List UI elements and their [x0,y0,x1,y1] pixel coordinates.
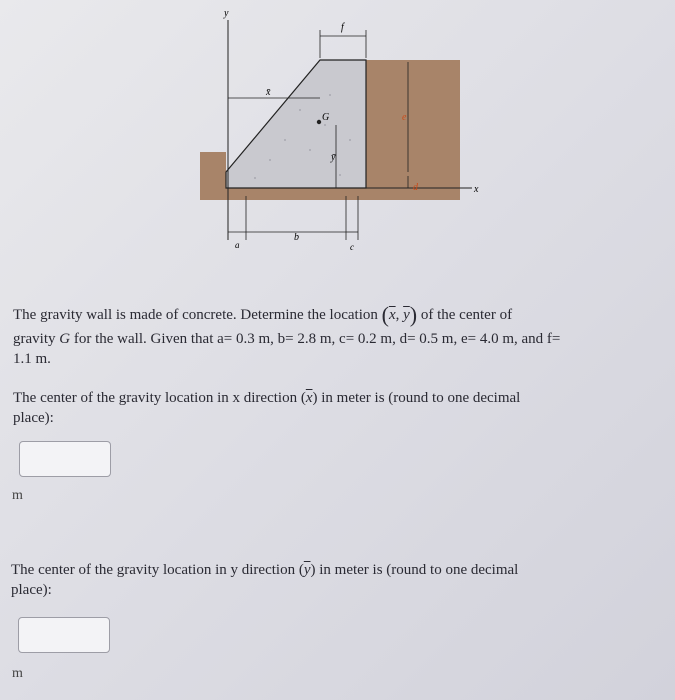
q1-xbar-symbol: $\overline{x}$ [305,390,313,406]
soil-backfill [366,60,460,200]
label-e: e [402,112,407,123]
answer-y-input[interactable] [18,617,110,653]
label-ybar: ȳ [331,152,336,163]
y-axis-label: y [224,8,229,19]
center-of-gravity-point [317,120,321,124]
label-xbar: x̄ [266,87,271,98]
label-f: f [341,22,344,33]
problem-line-1: The gravity wall is made of concrete. Determine the location ($\overline{x}$, $\overline{y}$) of the center of [13,302,513,327]
question-x-prompt: The center of the gravity location in x direction $(\overline{x})$ in meter is (round to one decimal place): [13,390,521,426]
xbar-symbol: $\overline{x}$ [388,307,396,323]
label-a: a [235,240,240,250]
problem-line-3: 1.1 m. [13,351,51,367]
question-y-prompt: The center of the gravity location in y direction $(\overline{y})$ in meter is (round to one decimal place): [11,562,519,598]
concrete-wall [226,60,366,188]
q2-ybar-symbol: $\overline{y}$ [303,562,311,578]
answer-y-unit: m [12,666,23,681]
problem-statement [13,302,668,369]
answer-x-input[interactable] [19,441,111,477]
answer-x-unit: m [12,488,23,503]
label-G: G [322,112,330,123]
retaining-wall-figure [180,0,500,265]
problem-line-2: gravity G for the wall. Given that a= 0.3 m, b= 2.8 m, c= 0.2 m, d= 0.5 m, e= 4.0 m, and f= [13,331,561,347]
label-c: c [350,242,354,252]
x-axis-label: x [474,184,479,195]
label-b: b [294,232,299,243]
ybar-symbol: $\overline{y}$ [403,307,410,323]
label-d: d [413,182,418,193]
